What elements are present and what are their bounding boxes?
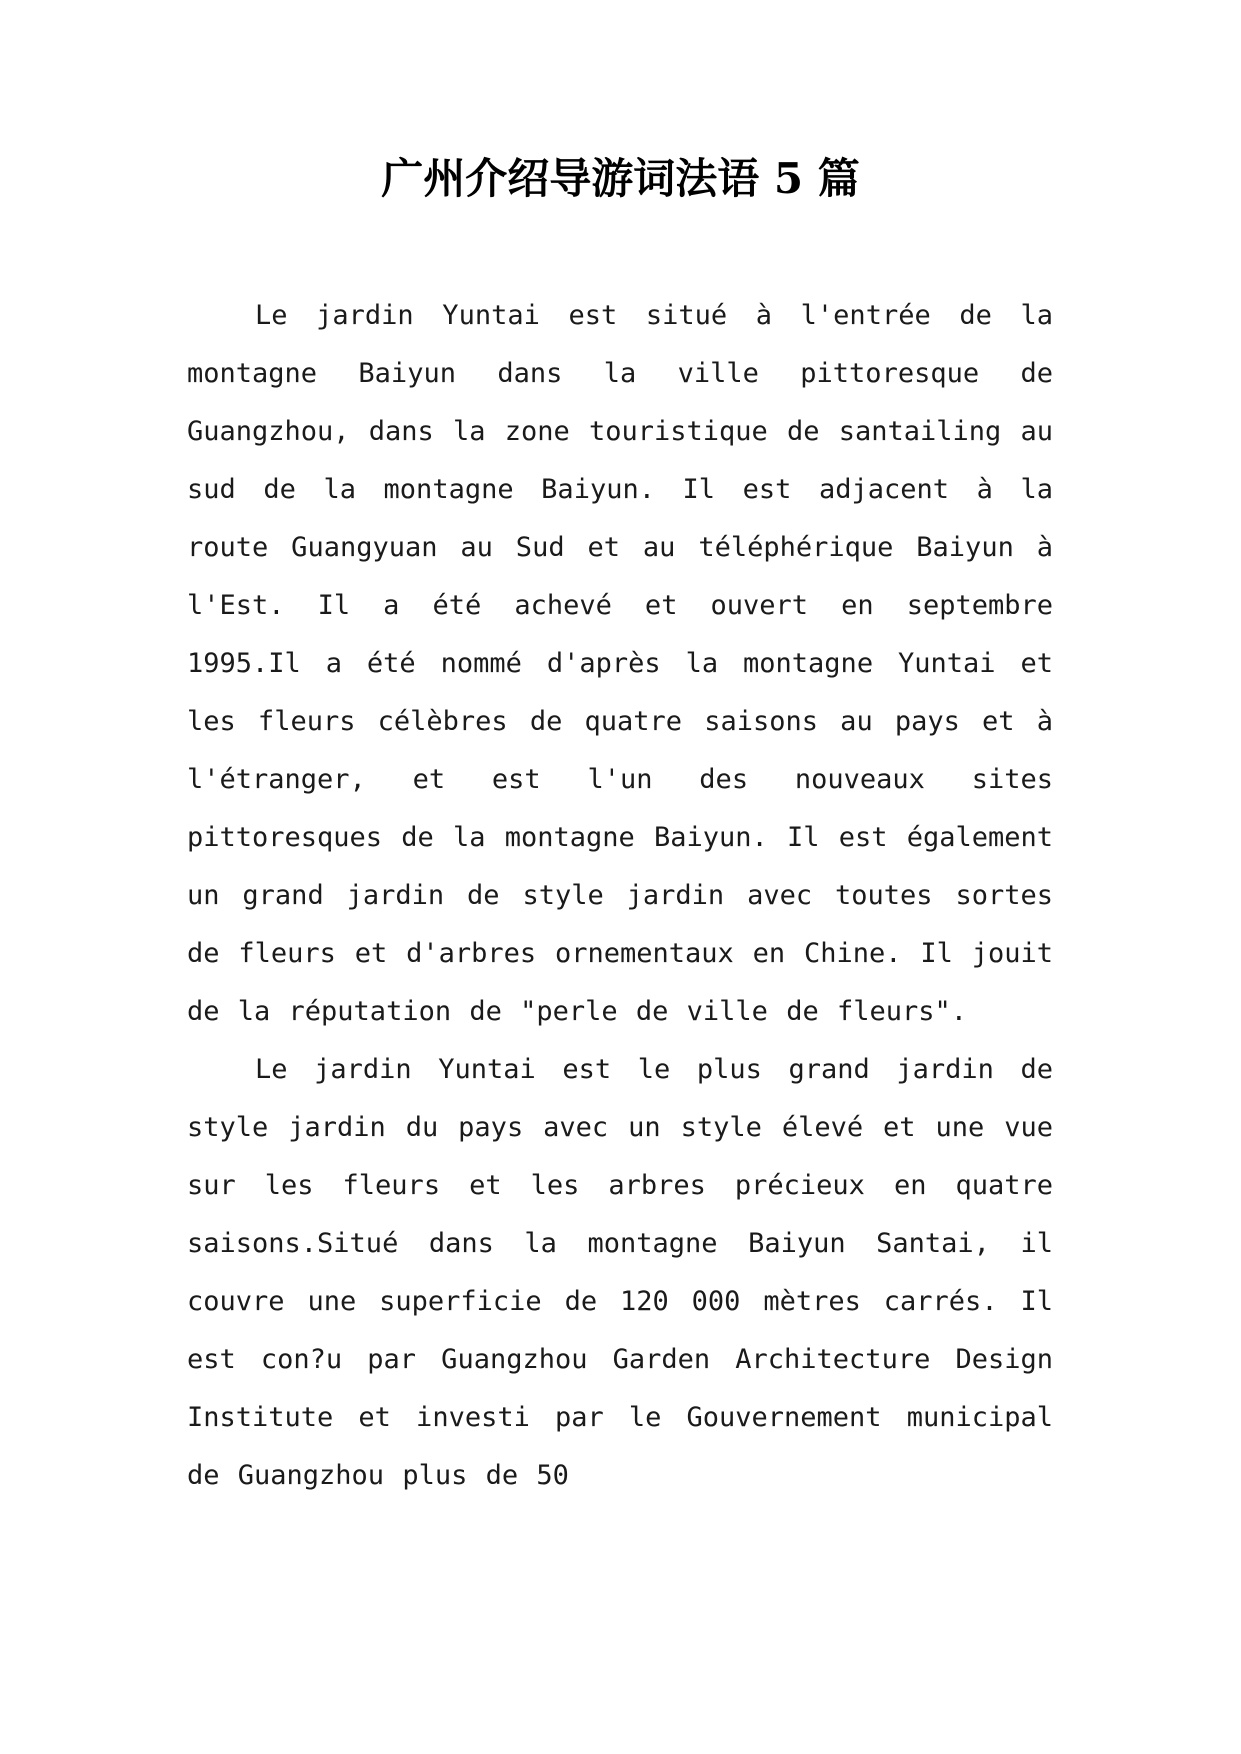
document-body	[187, 287, 1053, 1505]
document-title: 广州介绍导游词法语 5 篇	[381, 154, 860, 203]
paragraph-2: Le jardin Yuntai est le plus grand jardin de style jardin du pays avec un style élevé et une vue sur les fleurs et les arbres précieux en quatre saisons.Situé dans la montagne Baiyun Santai, il couvre une superficie de 120 000 mètres carrés. Il est con?u par Guangzhou Garden Architecture Design Institute et investi par le Gouvernement municipal de Guangzhou plus de 50	[187, 1054, 1053, 1491]
paragraph-1: Le jardin Yuntai est situé à l'entrée de la montagne Baiyun dans la ville pittoresque de Guangzhou, dans la zone touristique de santailing au sud de la montagne Baiyun. Il est adjacent à la route Guangyuan au Sud et au téléphérique Baiyun à l'Est. Il a été achevé et ouvert en septembre 1995.Il a été nommé d'après la montagne Yuntai et les fleurs célèbres de quatre saisons au pays et à l'étranger, et est l'un des nouveaux sites pittoresques de la montagne Baiyun. Il est également un grand jardin de style jardin avec toutes sortes de fleurs et d'arbres ornementaux en Chine. Il jouit de la réputation de "perle de ville de fleurs".	[187, 300, 1053, 1027]
